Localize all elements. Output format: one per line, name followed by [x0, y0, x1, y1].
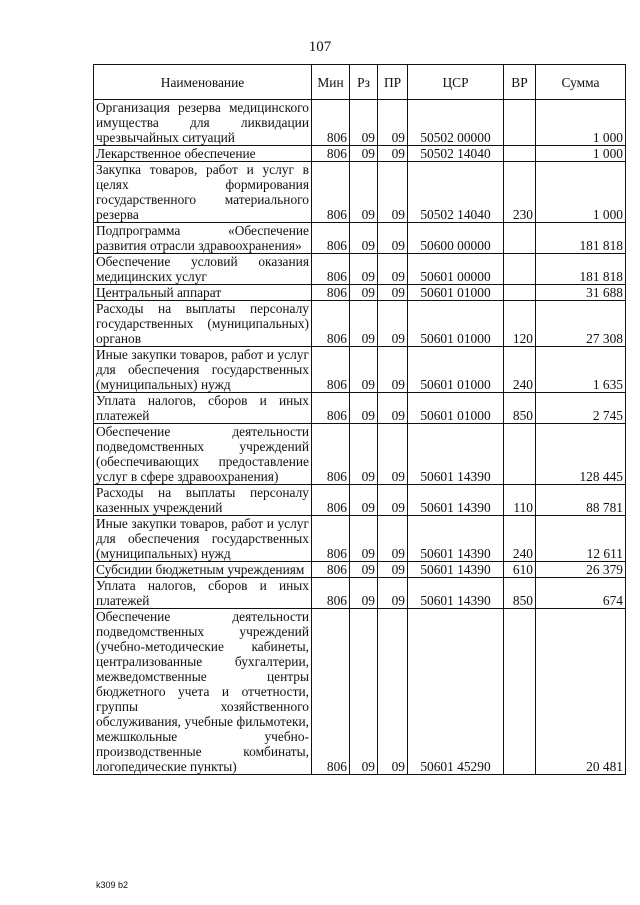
row-name: Закупка товаров, работ и услуг в целях формирования государственного материального резерва [94, 162, 312, 223]
table-row [94, 100, 626, 146]
row-rz: 09 [350, 609, 378, 775]
row-min: 806 [312, 393, 350, 424]
row-rz: 09 [350, 146, 378, 162]
row-sum: 1 000 [536, 100, 626, 146]
row-name: Уплата налогов, сборов и иных платежей [94, 393, 312, 424]
table-row [94, 393, 626, 424]
row-csr: 50601 14390 [408, 516, 504, 562]
table-row [94, 578, 626, 609]
row-name: Уплата налогов, сборов и иных платежей [94, 578, 312, 609]
row-min: 806 [312, 162, 350, 223]
row-vr: 240 [504, 347, 536, 393]
row-sum: 674 [536, 578, 626, 609]
row-min: 806 [312, 254, 350, 285]
row-sum: 88 781 [536, 485, 626, 516]
row-min: 806 [312, 301, 350, 347]
row-name: Обеспечение деятельности подведомственных учреждений (учебно-методические кабинеты, централизованные бухгалтерии, межведомственные центры бюджетного учета и отчетности, группы хозяйственного обслуживания, учебные фильмотеки, межшкольные учебно-производственные комбинаты, логопедические пункты) [94, 609, 312, 775]
row-rz: 09 [350, 562, 378, 578]
table-row [94, 254, 626, 285]
table-row [94, 162, 626, 223]
row-pr: 09 [378, 424, 408, 485]
row-name: Центральный аппарат [94, 285, 312, 301]
header-name: Наименование [94, 65, 312, 100]
row-sum: 2 745 [536, 393, 626, 424]
row-csr: 50601 00000 [408, 254, 504, 285]
row-vr [504, 100, 536, 146]
row-pr: 09 [378, 347, 408, 393]
row-csr: 50502 14040 [408, 162, 504, 223]
table-row [94, 516, 626, 562]
table-row [94, 301, 626, 347]
row-vr [504, 285, 536, 301]
row-vr [504, 424, 536, 485]
page-number: 107 [308, 39, 332, 55]
row-pr: 09 [378, 254, 408, 285]
row-vr: 110 [504, 485, 536, 516]
row-rz: 09 [350, 301, 378, 347]
row-name: Лекарственное обеспечение [94, 146, 312, 162]
row-rz: 09 [350, 347, 378, 393]
table-row [94, 347, 626, 393]
header-min: Мин [312, 65, 350, 100]
row-csr: 50601 14390 [408, 578, 504, 609]
table-body [94, 100, 626, 775]
row-csr: 50502 00000 [408, 100, 504, 146]
row-rz: 09 [350, 424, 378, 485]
table-header-row [94, 65, 626, 100]
row-name: Подпрограмма «Обеспечение развития отрасли здравоохранения» [94, 223, 312, 254]
table-row [94, 562, 626, 578]
row-pr: 09 [378, 100, 408, 146]
row-vr: 850 [504, 578, 536, 609]
row-sum: 1 000 [536, 146, 626, 162]
row-vr: 240 [504, 516, 536, 562]
row-rz: 09 [350, 485, 378, 516]
row-min: 806 [312, 347, 350, 393]
row-csr: 50601 01000 [408, 301, 504, 347]
row-rz: 09 [350, 100, 378, 146]
row-min: 806 [312, 223, 350, 254]
row-name: Обеспечение деятельности подведомственных учреждений (обеспечивающих предоставление услуг в сфере здравоохранения) [94, 424, 312, 485]
table-row [94, 485, 626, 516]
row-name: Расходы на выплаты персоналу казенных учреждений [94, 485, 312, 516]
row-pr: 09 [378, 393, 408, 424]
row-csr: 50601 45290 [408, 609, 504, 775]
row-min: 806 [312, 424, 350, 485]
row-rz: 09 [350, 162, 378, 223]
footer-code: k309 b2 [96, 880, 129, 890]
row-min: 806 [312, 562, 350, 578]
row-csr: 50502 14040 [408, 146, 504, 162]
row-min: 806 [312, 516, 350, 562]
row-sum: 181 818 [536, 223, 626, 254]
row-sum: 26 379 [536, 562, 626, 578]
row-vr [504, 254, 536, 285]
row-rz: 09 [350, 393, 378, 424]
row-csr: 50601 01000 [408, 347, 504, 393]
row-csr: 50601 14390 [408, 562, 504, 578]
row-pr: 09 [378, 285, 408, 301]
header-csr: ЦСР [408, 65, 504, 100]
row-sum: 31 688 [536, 285, 626, 301]
header-pr: ПР [378, 65, 408, 100]
row-pr: 09 [378, 223, 408, 254]
row-sum: 12 611 [536, 516, 626, 562]
header-vr: ВР [504, 65, 536, 100]
row-sum: 27 308 [536, 301, 626, 347]
header-rz: Рз [350, 65, 378, 100]
row-sum: 128 445 [536, 424, 626, 485]
row-pr: 09 [378, 562, 408, 578]
row-pr: 09 [378, 609, 408, 775]
row-name: Иные закупки товаров, работ и услуг для обеспечения государственных (муниципальных) нужд [94, 516, 312, 562]
row-rz: 09 [350, 578, 378, 609]
budget-table [93, 64, 626, 775]
row-min: 806 [312, 485, 350, 516]
row-name: Субсидии бюджетным учреждениям [94, 562, 312, 578]
table-row [94, 146, 626, 162]
row-rz: 09 [350, 516, 378, 562]
row-min: 806 [312, 100, 350, 146]
row-vr [504, 146, 536, 162]
row-vr [504, 223, 536, 254]
table-row [94, 609, 626, 775]
row-csr: 50601 14390 [408, 424, 504, 485]
table-row [94, 285, 626, 301]
row-sum: 1 000 [536, 162, 626, 223]
row-min: 806 [312, 146, 350, 162]
table-row [94, 223, 626, 254]
row-pr: 09 [378, 578, 408, 609]
row-vr: 230 [504, 162, 536, 223]
row-name: Организация резерва медицинского имущества для ликвидации чрезвычайных ситуаций [94, 100, 312, 146]
row-rz: 09 [350, 285, 378, 301]
row-pr: 09 [378, 301, 408, 347]
row-name: Иные закупки товаров, работ и услуг для обеспечения государственных (муниципальных) нужд [94, 347, 312, 393]
row-pr: 09 [378, 485, 408, 516]
row-name: Расходы на выплаты персоналу государственных (муниципальных) органов [94, 301, 312, 347]
row-rz: 09 [350, 254, 378, 285]
row-min: 806 [312, 285, 350, 301]
table-row [94, 424, 626, 485]
row-csr: 50600 00000 [408, 223, 504, 254]
row-min: 806 [312, 609, 350, 775]
row-csr: 50601 01000 [408, 393, 504, 424]
row-pr: 09 [378, 146, 408, 162]
header-sum: Сумма [536, 65, 626, 100]
row-csr: 50601 01000 [408, 285, 504, 301]
row-vr [504, 609, 536, 775]
row-name: Обеспечение условий оказания медицинских услуг [94, 254, 312, 285]
row-vr: 850 [504, 393, 536, 424]
row-pr: 09 [378, 516, 408, 562]
row-vr: 120 [504, 301, 536, 347]
row-sum: 20 481 [536, 609, 626, 775]
row-rz: 09 [350, 223, 378, 254]
row-sum: 1 635 [536, 347, 626, 393]
row-csr: 50601 14390 [408, 485, 504, 516]
row-min: 806 [312, 578, 350, 609]
row-sum: 181 818 [536, 254, 626, 285]
row-vr: 610 [504, 562, 536, 578]
row-pr: 09 [378, 162, 408, 223]
